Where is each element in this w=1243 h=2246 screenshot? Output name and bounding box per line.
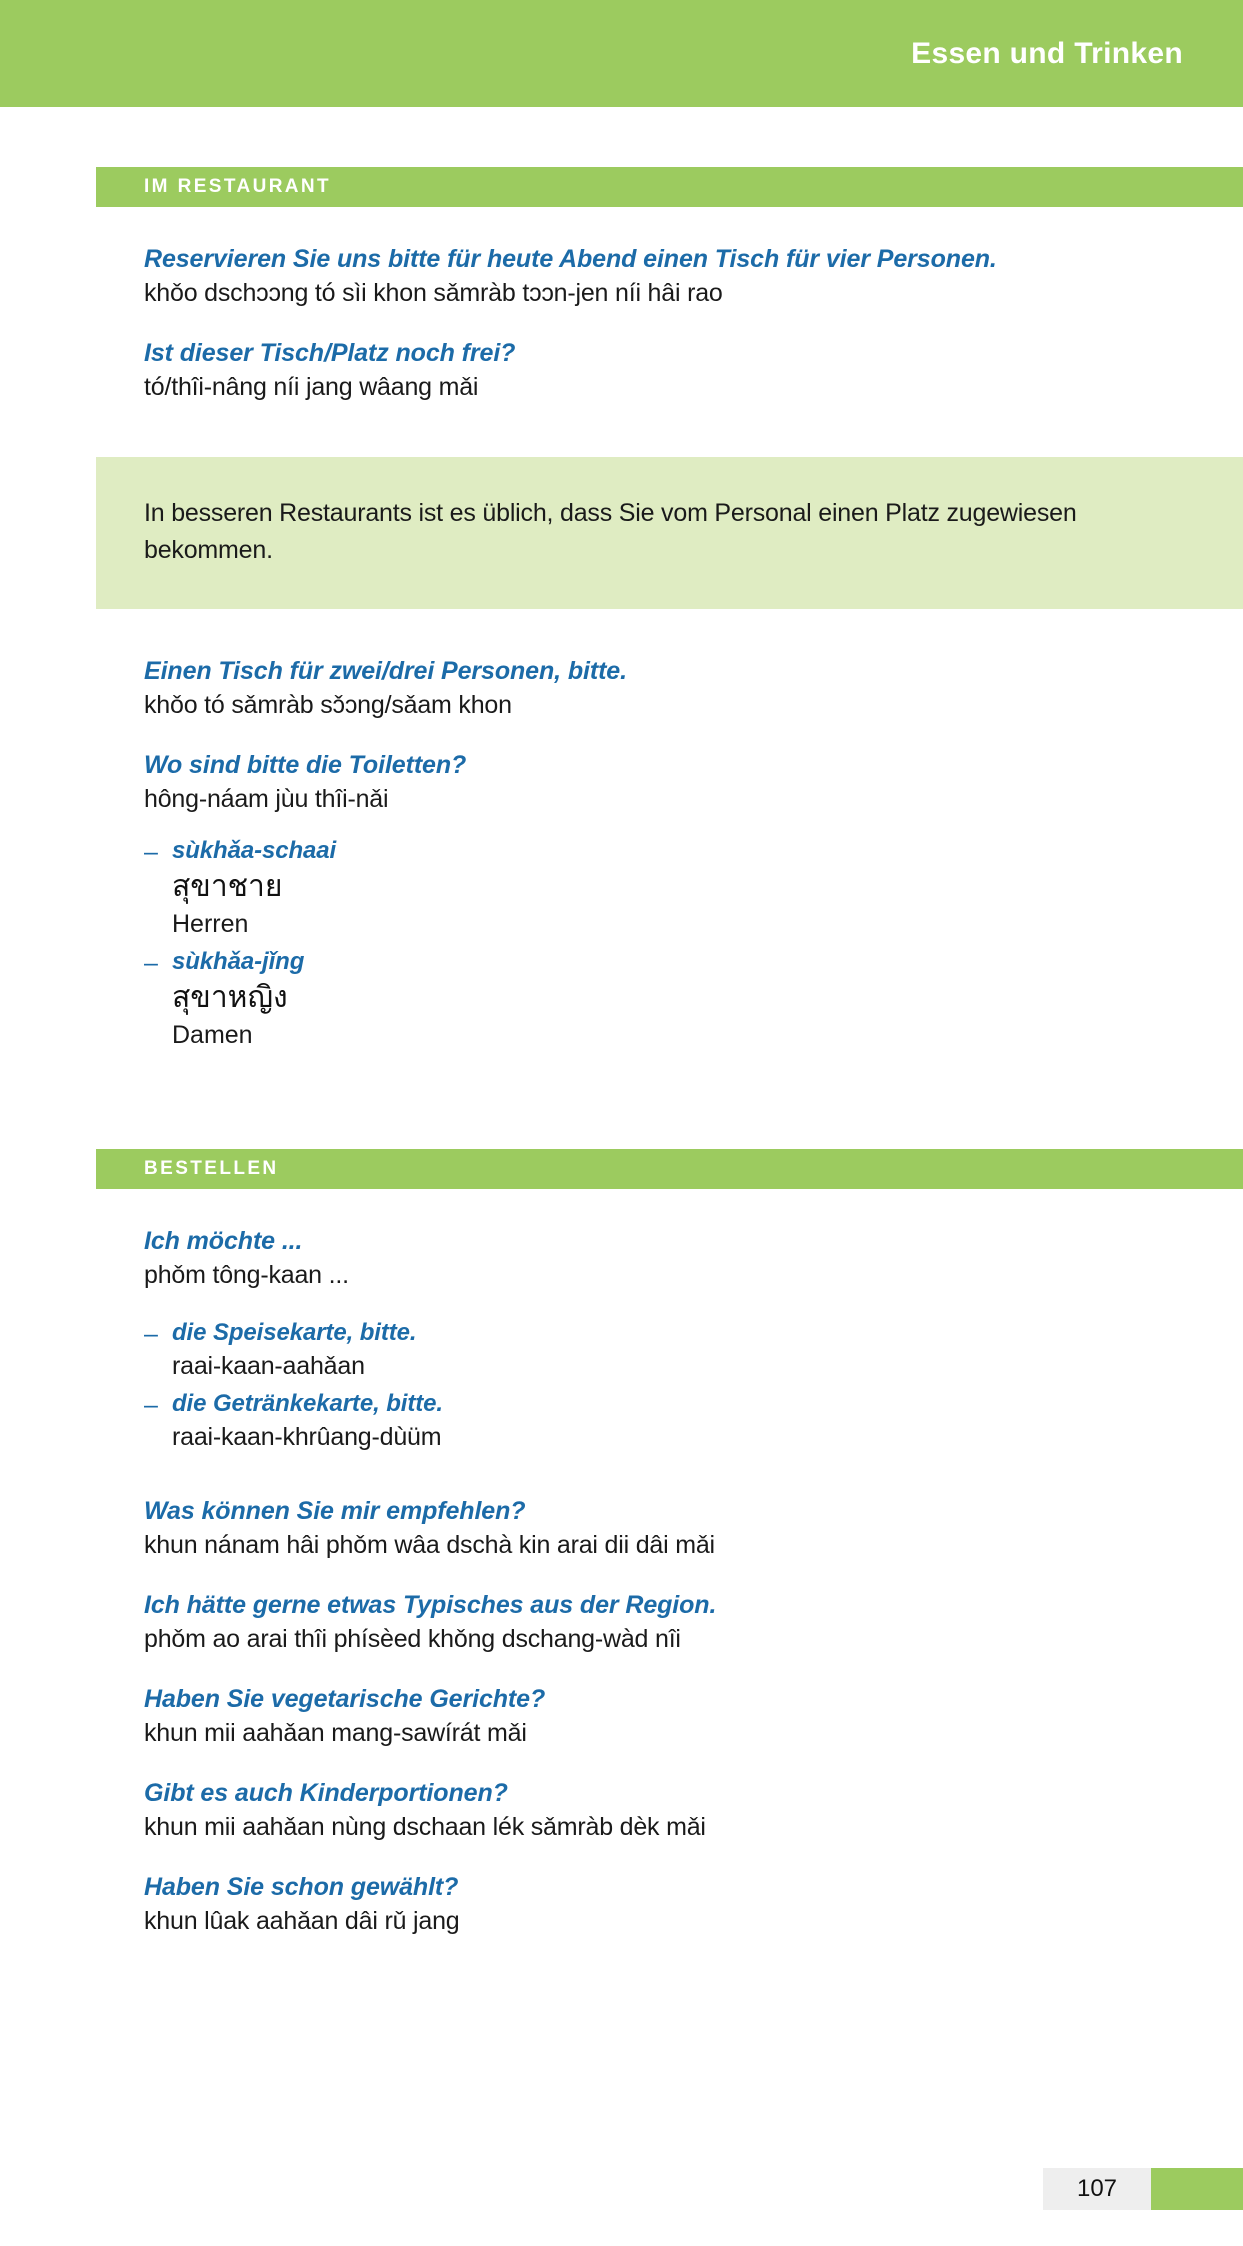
phrase-german: Wo sind bitte die Toiletten? bbox=[144, 751, 467, 779]
phrase-german: Gibt es auch Kinderportionen? bbox=[144, 1778, 508, 1807]
page-footer bbox=[1043, 2168, 1243, 2210]
phrase-german: die Getränkekarte, bitte. bbox=[172, 1390, 443, 1418]
spacer bbox=[0, 609, 1243, 655]
phrase-entry bbox=[144, 1777, 1123, 1845]
spacer bbox=[0, 1079, 1243, 1149]
running-title: Essen und Trinken bbox=[911, 36, 1183, 70]
phrase-transliteration: raai-kaan-aahǎan bbox=[172, 1352, 365, 1381]
phrase-transliteration: khǒo tó sǎmràb sɔ̌ɔng/sǎam khon bbox=[144, 691, 512, 719]
phrase-entry bbox=[144, 243, 1123, 311]
phrase-german: Ich möchte ... bbox=[144, 1227, 303, 1256]
phrase-transliteration: phǒm ao arai thîi phísèed khǒng dschang-wàd nîi bbox=[144, 1624, 681, 1653]
phrase-entry bbox=[144, 1225, 1123, 1454]
info-note-box bbox=[96, 457, 1243, 609]
bullet-dash: – bbox=[144, 1320, 158, 1349]
section-header-im-restaurant bbox=[96, 167, 1243, 207]
section-header-bestellen bbox=[96, 1149, 1243, 1189]
phrase-sub-item bbox=[144, 835, 1123, 942]
phrase-transliteration: khun lûak aahǎan dâi rǔ jang bbox=[144, 1906, 460, 1935]
phrase-german: Einen Tisch für zwei/drei Personen, bitte. bbox=[144, 657, 627, 685]
spacer bbox=[144, 1481, 1123, 1495]
phrase-sub-body bbox=[172, 835, 1123, 942]
phrase-german: sùkhǎa-schaai bbox=[172, 837, 337, 864]
phrase-entry bbox=[144, 1495, 1123, 1563]
section-title: IM RESTAURANT bbox=[144, 176, 332, 197]
spacer bbox=[144, 817, 1123, 831]
phrase-sub-body bbox=[172, 946, 1123, 1053]
phrase-transliteration: raai-kaan-khrûang-dùüm bbox=[172, 1422, 442, 1451]
phrase-sub-item bbox=[144, 1388, 1123, 1455]
phrase-german: Ist dieser Tisch/Platz noch frei? bbox=[144, 339, 516, 367]
phrase-list-im-restaurant-2 bbox=[144, 655, 1243, 1053]
section-title: BESTELLEN bbox=[144, 1158, 279, 1180]
phrase-entry bbox=[144, 1871, 1123, 1939]
phrase-gloss: Damen bbox=[172, 1021, 253, 1050]
phrase-list-im-restaurant bbox=[144, 243, 1243, 405]
phrase-german: Ich hätte gerne etwas Typisches aus der Region. bbox=[144, 1590, 717, 1619]
bullet-dash: – bbox=[144, 838, 158, 866]
bullet-dash: – bbox=[144, 949, 158, 978]
spacer bbox=[144, 1293, 1123, 1313]
page-number: 107 bbox=[1043, 2168, 1151, 2210]
phrase-list-bestellen bbox=[144, 1225, 1243, 1938]
spacer bbox=[0, 207, 1243, 243]
phrase-sub-body bbox=[172, 1317, 1123, 1384]
phrase-german: sùkhǎa-jǐng bbox=[172, 948, 305, 976]
phrase-german: die Speisekarte, bitte. bbox=[172, 1319, 417, 1347]
phrase-entry bbox=[144, 1589, 1123, 1657]
bullet-dash: – bbox=[144, 1391, 158, 1420]
phrase-gloss: Herren bbox=[172, 910, 249, 939]
page-header-band bbox=[0, 0, 1243, 107]
thai-script: สุขาชาย bbox=[172, 868, 283, 904]
spacer bbox=[0, 1189, 1243, 1225]
spacer bbox=[0, 431, 1243, 457]
page-content bbox=[0, 107, 1243, 1965]
phrase-sub-item bbox=[144, 1317, 1123, 1384]
thai-script: สุขาหญิง bbox=[172, 979, 288, 1015]
folio-color-tab bbox=[1151, 2168, 1243, 2210]
phrase-german: Haben Sie schon gewählt? bbox=[144, 1872, 459, 1901]
phrase-sub-item bbox=[144, 946, 1123, 1053]
phrase-german: Haben Sie vegetarische Gerichte? bbox=[144, 1684, 546, 1713]
phrase-entry bbox=[144, 749, 1123, 1053]
phrase-transliteration: khun nánam hâi phǒm wâa dschà kin arai dii dâi mǎi bbox=[144, 1530, 715, 1559]
phrase-transliteration: khun mii aahǎan mang-sawírát mǎi bbox=[144, 1718, 527, 1747]
phrase-german: Was können Sie mir empfehlen? bbox=[144, 1496, 526, 1525]
phrase-entry bbox=[144, 1683, 1123, 1751]
phrase-entry bbox=[144, 655, 1123, 723]
phrase-transliteration: tó/thîi-nâng níi jang wâang mǎi bbox=[144, 373, 479, 401]
phrase-transliteration: khǒo dschɔɔng tó sìi khon sǎmràb tɔɔn-jen níi hâi rao bbox=[144, 279, 723, 307]
phrase-german: Reservieren Sie uns bitte für heute Abend einen Tisch für vier Personen. bbox=[144, 245, 997, 273]
phrase-transliteration: phǒm tông-kaan ... bbox=[144, 1261, 349, 1290]
info-note-text: In besseren Restaurants ist es üblich, dass Sie vom Personal einen Platz zugewiesen bekommen. bbox=[144, 499, 1077, 564]
phrase-transliteration: khun mii aahǎan nùng dschaan lék sǎmràb dèk mǎi bbox=[144, 1812, 706, 1841]
phrase-transliteration: hông-náam jùu thîi-nǎi bbox=[144, 785, 389, 813]
phrase-entry bbox=[144, 337, 1123, 405]
spacer bbox=[0, 107, 1243, 167]
phrase-sub-body bbox=[172, 1388, 1123, 1455]
